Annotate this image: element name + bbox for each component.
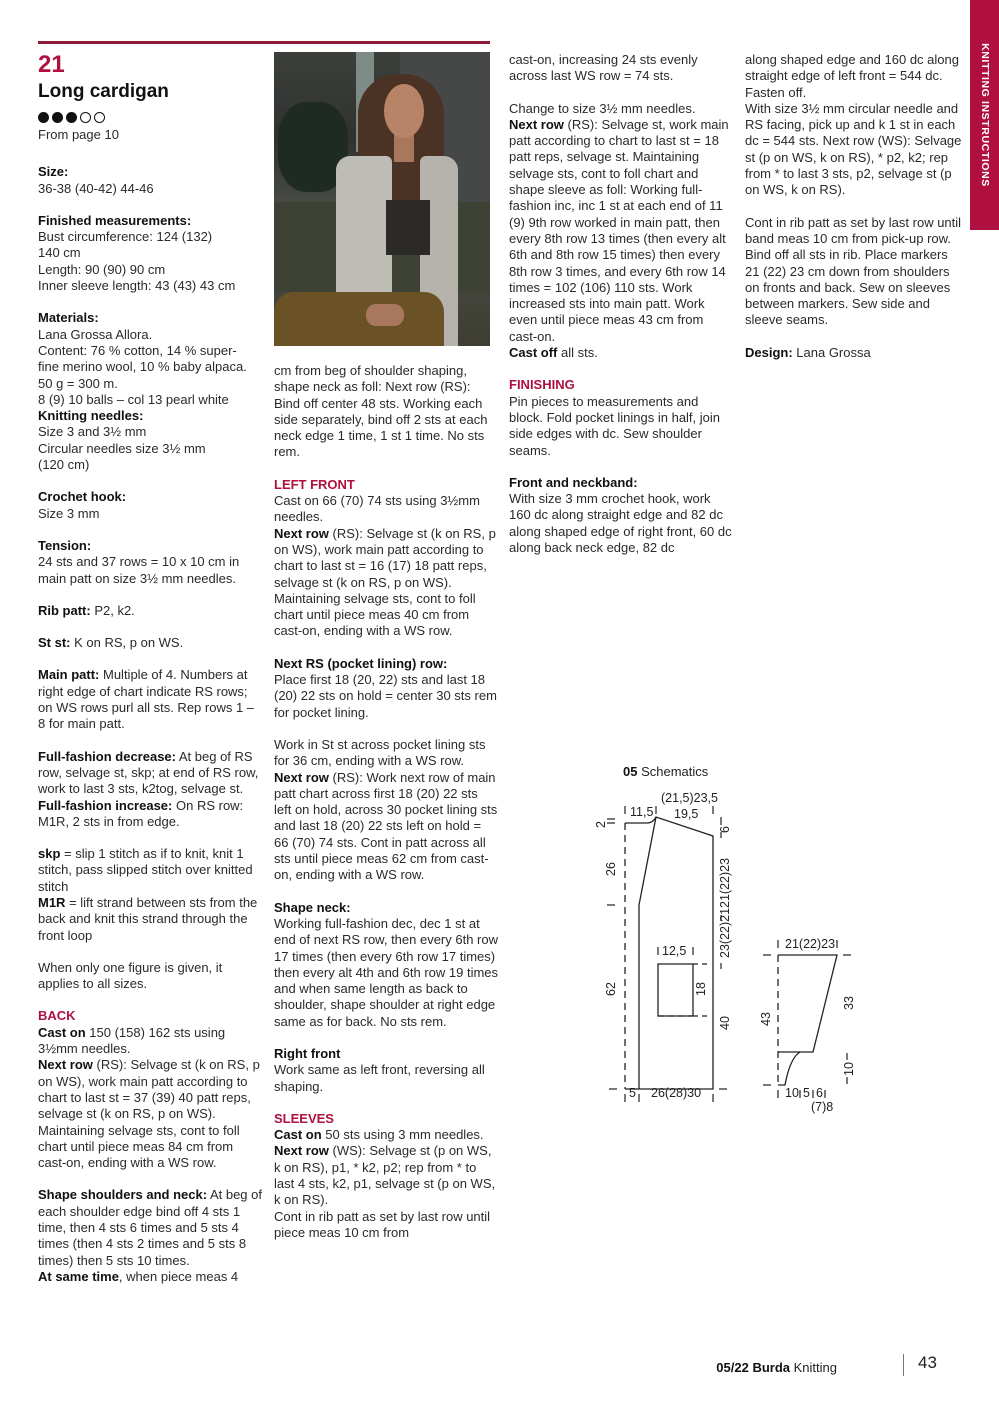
label-bottom-width: 26(28)30 <box>651 1086 702 1100</box>
lf-next2-label: Next row <box>274 769 329 785</box>
sleeve-next-value: (RS): Selvage st, work main patt according to chart to last st = 18 patt reps, selvage st. Maintaining selvage sts, cont to foll chart and shape sleeve as foll: Working full-fashion inc, inc 1 st at each end of 11 (9) 9th row worked in main patt, then every 8th row 13 times (then every alt 6th and 8th row 15 times) then every 8th row 3 times, and every 6th row 14 times = 102 (106) 110 sts. Work increased sts into main patt. Work even until piece meas 43 cm from cast-on. <box>509 116 729 344</box>
difficulty-dot-empty <box>94 112 105 123</box>
finishing-text: Pin pieces to measurements and block. Fold pocket linings in half, join side edges with dc. Sew shoulder seams. <box>509 393 721 458</box>
design-value: Lana Grossa <box>792 344 871 360</box>
size-label: Size: <box>38 164 69 180</box>
skp-label: skp <box>38 846 61 862</box>
same-time-block <box>38 1269 262 1285</box>
skp-value: = slip 1 stitch as if to knit, knit 1 stitch, pass slipped stitch over knitted stitch <box>38 846 253 894</box>
hook-block <box>38 489 262 522</box>
sl-cont: Cont in rib patt as set by last row until piece meas 10 cm from <box>274 1208 491 1240</box>
shape-neck-value: Working full-fashion dec, dec 1 st at end of next RS row, then every 6th row 17 times (then every 6th row 17 times) then every alt 4th and 6th row 19 times and when same length as back to shoulder, shape shoulder at right edge same as for back. No sts rem. <box>274 915 499 1029</box>
neckband-value: With size 3 mm crochet hook, work 160 dc along straight edge and 82 dc along shaped edge of right front, 60 dc along back neck edge, 82 dc <box>509 491 732 556</box>
label-pocket-height: 18 <box>694 982 708 996</box>
from-page: From page 10 <box>38 127 119 142</box>
column-4 <box>745 52 963 361</box>
side-tab-label: KNITTING INSTRUCTIONS <box>978 43 991 187</box>
sleeve-next-label: Next row <box>509 116 564 132</box>
size-value: 36-38 (40-42) 44-46 <box>38 180 154 196</box>
difficulty-dot-filled <box>38 112 49 123</box>
design-label: Design: <box>745 344 793 360</box>
magazine-name: Knitting <box>790 1360 837 1375</box>
m1r-value: = lift strand between sts from the back and knit this strand through the front loop <box>38 894 258 943</box>
change-needles: Change to size 3½ mm needles. <box>509 100 696 116</box>
label-sleeve-bottom-c: 6 <box>816 1086 823 1100</box>
materials-label: Materials: <box>38 310 99 326</box>
lf-next-row-2 <box>274 770 498 884</box>
stst-block <box>38 635 262 651</box>
needles-label: Knitting needles: <box>38 408 144 424</box>
materials-block <box>38 310 262 473</box>
sleeves-heading: SLEEVES <box>274 1110 334 1126</box>
difficulty-dot-empty <box>80 112 91 123</box>
sl-caston-label: Cast on <box>274 1127 322 1143</box>
label-top-width: (21,5)23,5 <box>661 791 718 805</box>
top-rule <box>38 41 490 44</box>
right-front-label: Right front <box>274 1045 341 1061</box>
size-block <box>38 164 262 197</box>
rib-label: Rib patt: <box>38 602 91 618</box>
materials-line: 50 g = 300 m. <box>38 375 118 391</box>
hook-value: Size 3 mm <box>38 505 100 521</box>
finished-line: Inner sleeve length: 43 (43) 43 cm <box>38 278 236 294</box>
ff-increase-value: On RS row: M1R, 2 sts in from edge. <box>38 797 244 829</box>
label-neck-drop: 2 <box>594 821 608 828</box>
shape-neck-label: Shape neck: <box>274 899 351 915</box>
neck-continuation: cm from beg of shoulder shaping, shape neck as foll: Next row (RS): Bind off center 48 sts. Working each side separately, bind off 2 sts at each neck edge 1 time, 1 st 1 time. No sts rem. <box>274 363 488 460</box>
ff-decrease-label: Full-fashion decrease: <box>38 748 176 764</box>
right-front-value: Work same as left front, reversing all shaping. <box>274 1062 485 1094</box>
ff-increase-block <box>38 798 262 831</box>
finished-label: Finished measurements: <box>38 212 192 228</box>
label-sleeve-bottom-b: 5 <box>803 1086 810 1100</box>
needles-line: Size 3 and 3½ mm <box>38 424 147 440</box>
materials-line: Lana Grossa Allora. <box>38 326 153 342</box>
castoff-label: Cast off <box>509 345 558 361</box>
tension-value: 24 sts and 37 rows = 10 x 10 cm in main patt on size 3½ mm needles. <box>38 554 240 586</box>
sleeve-next-row <box>509 117 733 345</box>
label-armhole: 21(22)23 <box>718 857 732 908</box>
finished-line: 140 cm <box>38 245 81 261</box>
left-front-heading: LEFT FRONT <box>274 476 355 492</box>
rib-block <box>38 603 262 619</box>
ff-decrease-value: At beg of RS row, selvage st, skp; at end of RS row, work to last 3 sts, k2tog, selvage st. <box>38 748 259 797</box>
footer-issue <box>716 1360 837 1376</box>
label-side-upper: 23(22)21 <box>718 907 732 958</box>
same-time-value: , when piece meas 4 <box>118 1268 239 1284</box>
finished-line: Length: 90 (90) 90 cm <box>38 261 166 277</box>
left-front-section <box>274 477 498 640</box>
shape-shoulders-label: Shape shoulders and neck: <box>38 1187 208 1203</box>
back-heading: BACK <box>38 1008 76 1024</box>
same-time-label: At same time <box>38 1268 119 1284</box>
pocket-block <box>274 656 498 721</box>
design-credit <box>745 345 963 361</box>
brand-name: Burda <box>752 1360 791 1375</box>
column-1 <box>38 52 262 1285</box>
pocket-outline <box>658 964 693 1016</box>
lf-next-label: Next row <box>274 525 329 541</box>
difficulty-dot-filled <box>66 112 77 123</box>
m1r-block <box>38 895 262 944</box>
castoff-block <box>509 345 733 361</box>
sleeve-continuation: cast-on, increasing 24 sts evenly across last WS row = 74 sts. <box>509 52 698 84</box>
sl-next-row <box>274 1143 498 1208</box>
skp-block <box>38 846 262 895</box>
band-continuation: along shaped edge and 160 dc along straight edge of left front = 544 dc. <box>745 52 959 84</box>
label-sleeve-bottom-a: 10 <box>785 1086 799 1100</box>
ff-increase-label: Full-fashion increase: <box>38 797 173 813</box>
pocket-label: Next RS (pocket lining) row: <box>274 655 448 671</box>
page-footer <box>716 1353 950 1378</box>
difficulty-rating <box>38 112 262 123</box>
schematic-title <box>623 764 708 780</box>
neckband-label: Front and neckband: <box>509 474 638 490</box>
materials-line: Content: 76 % cotton, 14 % super- <box>38 342 237 358</box>
pattern-title: Long cardigan <box>38 81 169 102</box>
rib-finish-text: Cont in rib patt as set by last row until band meas 10 cm from pick-up row. Bind off all sts in rib. Place markers 21 (22) 23 cm down from shoulders on fronts and back. Sew on sleeves between markers. Sew side and sleeve seams. <box>745 214 962 328</box>
pickup-text: With size 3½ mm circular needle and RS facing, pick up and k 1 st in each dc = 544 sts. Next row (WS): Selvage st (p on WS, k on RS), * p2, k2; rep from * to last 3 sts, p2, selvage st (p on WS, k on RS). <box>745 100 962 198</box>
issue-number: 05/22 <box>716 1360 749 1375</box>
tension-label: Tension: <box>38 537 92 553</box>
castoff-value: all sts. <box>557 345 598 361</box>
label-sleeve-cuff: 10 <box>842 1062 856 1076</box>
shape-neck-block <box>274 900 498 1030</box>
main-patt-value: Multiple of 4. Numbers at right edge of chart indicate RS rows; on WS rows purl all sts. Rep rows 1 – 8 for main patt. <box>38 667 255 732</box>
sleeves-section <box>274 1111 498 1241</box>
lf-next-row <box>274 526 498 640</box>
materials-line: 8 (9) 10 balls – col 13 pearl white <box>38 391 229 407</box>
label-sleeve-top: 21(22)23 <box>785 937 836 951</box>
stst-value: K on RS, p on WS. <box>70 635 184 651</box>
fasten-off: Fasten off. <box>745 84 807 100</box>
pattern-number: 21 <box>38 51 65 78</box>
back-section <box>38 1008 262 1171</box>
materials-line: fine merino wool, 10 % baby alpaca. <box>38 359 247 375</box>
m1r-label: M1R <box>38 894 66 910</box>
label-sleeve-length: 43 <box>759 1012 773 1026</box>
lf-next-value: (RS): Selvage st (k on RS, p on WS), work main patt according to chart to last st = 16 (17) 18 patt reps, selvage st (k on RS, p on WS). Maintaining selvage sts, cont to foll chart until piece meas 40 cm from cast-on, ending with a WS row. <box>274 525 496 639</box>
model-photo <box>274 52 490 346</box>
label-neck-width: 11,5 <box>630 805 654 819</box>
hook-label: Crochet hook: <box>38 489 127 505</box>
finished-block <box>38 213 262 294</box>
back-caston <box>38 1025 262 1058</box>
column-3 <box>509 52 733 556</box>
column-2 <box>274 363 498 1241</box>
finishing-section <box>509 377 733 458</box>
shape-shoulders-block <box>38 1187 262 1285</box>
sl-next-label: Next row <box>274 1143 329 1159</box>
label-band: 5 <box>629 1086 636 1100</box>
needles-line: Circular needles size 3½ mm <box>38 440 206 456</box>
label-shoulder-slope: 6 <box>718 826 732 833</box>
difficulty-dot-filled <box>52 112 63 123</box>
lf-next2-value: (RS): Work next row of main patt chart across first 18 (20) 22 sts left on hold, across 30 pocket lining sts and last 18 (20) 22 sts left on hold = 66 (70) 74 sts. Cont in patt across all sts until piece meas 62 cm from cast-on, ending with a WS row. <box>274 769 498 883</box>
label-sleeve-bottom-c-alt: (7)8 <box>811 1100 834 1114</box>
back-next-row <box>38 1057 262 1171</box>
label-shoulder-width: 19,5 <box>674 807 699 821</box>
page-number: 43 <box>918 1353 937 1372</box>
label-side-lower: 40 <box>718 1016 732 1030</box>
sl-next-value: (WS): Selvage st (p on WS, k on RS), p1, * k2, p2; rep from * to last 4 sts, k2, p1, selvage st (p on WS, k on RS). <box>274 1143 496 1208</box>
rib-value: P2, k2. <box>90 602 135 618</box>
section-side-tab <box>970 0 999 230</box>
right-front-block <box>274 1046 498 1095</box>
neckband-block <box>509 475 733 556</box>
finishing-heading: FINISHING <box>509 377 575 393</box>
sizes-note: When only one figure is given, it applies to all sizes. <box>38 959 223 992</box>
back-next-label: Next row <box>38 1057 93 1073</box>
back-caston-label: Cast on <box>38 1024 86 1040</box>
schematic-diagram <box>585 780 885 1125</box>
schematic-number: 05 <box>623 764 638 779</box>
main-patt-block <box>38 667 262 732</box>
shape-shoulders-value: At beg of each shoulder edge bind off 4 sts 1 time, then 4 sts 6 times and 5 sts 4 times (then 4 sts 2 times and 5 sts 8 times) then 5 sts 10 times. <box>38 1187 262 1268</box>
schematic-title-text: Schematics <box>641 764 709 779</box>
back-caston-value: 150 (158) 162 sts using 3½mm needles. <box>38 1024 226 1057</box>
label-total-left: 62 <box>604 982 618 996</box>
lf-caston: Cast on 66 (70) 74 sts using 3½mm needles. <box>274 493 480 525</box>
stst-label: St st: <box>38 635 71 651</box>
main-patt-label: Main patt: <box>38 667 100 683</box>
sl-caston-value: 50 sts using 3 mm needles. <box>321 1127 484 1143</box>
label-neck-depth: 26 <box>604 862 618 876</box>
sl-caston <box>274 1127 498 1143</box>
needles-line: (120 cm) <box>38 457 90 473</box>
label-pocket-width: 12,5 <box>662 944 687 958</box>
label-sleeve-upper: 33 <box>842 996 856 1010</box>
pocket-value: Place first 18 (20, 22) sts and last 18 (20) 22 sts on hold = center 30 sts rem for pocket lining. <box>274 672 497 720</box>
back-next-value: (RS): Selvage st (k on RS, p on WS), work main patt according to chart to last st = 37 (39) 40 patt reps, selvage st (k on RS, p on WS). Maintaining selvage sts, cont to foll chart until piece meas 84 cm from cast-on, ending with a WS row. <box>38 1057 260 1171</box>
finished-line: Bust circumference: 124 (132) <box>38 229 213 245</box>
footer-separator <box>903 1354 904 1376</box>
sleeve-outline <box>778 955 837 1085</box>
ff-decrease-block <box>38 749 262 798</box>
stst-lining: Work in St st across pocket lining sts for 36 cm, ending with a WS row. <box>274 736 486 769</box>
tension-block <box>38 538 262 587</box>
